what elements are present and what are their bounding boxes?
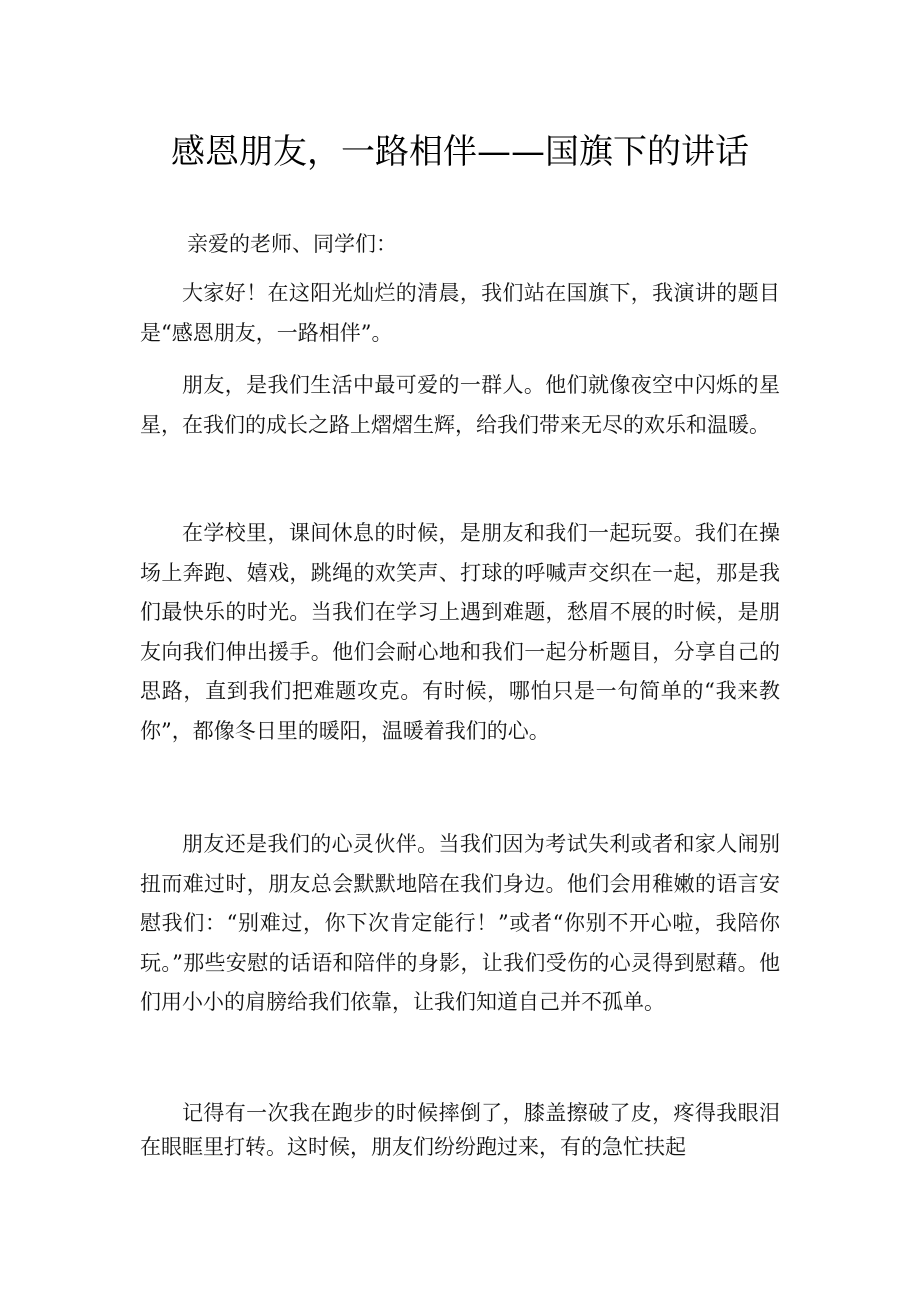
salutation: 亲爱的老师、同学们： <box>187 232 397 256</box>
paragraph-school-life: 在学校里，课间休息的时候，是朋友和我们一起玩耍。我们在操场上奔跑、嬉戏，跳绳的欢笑声、打球的呼喊声交织在一起，那是我们最快乐的时光。当我们在学习上遇到难题，愁眉不展的时候，是朋友向我们伸出援手。他们会耐心地和我们一起分析题目，分享自己的思路，直到我们把难题攻克。有时候，哪怕只是一句简单的“我来教你”，都像冬日里的暖阳，温暖着我们的心。 <box>140 521 780 743</box>
paragraph-memory: 记得有一次我在跑步的时候摔倒了，膝盖擦破了皮，疼得我眼泪在眼眶里打转。这时候，朋友们纷纷跑过来，有的急忙扶起 <box>140 1101 780 1159</box>
paragraph-friends-intro: 朋友，是我们生活中最可爱的一群人。他们就像夜空中闪烁的星星，在我们的成长之路上熠熠生辉，给我们带来无尽的欢乐和温暖。 <box>140 373 780 437</box>
document-title: 感恩朋友，一路相伴——国旗下的讲话 <box>171 132 749 172</box>
paragraph-greeting: 大家好！在这阳光灿烂的清晨，我们站在国旗下，我演讲的题目是“感恩朋友，一路相伴”。 <box>140 281 780 345</box>
paragraph-spiritual-partners: 朋友还是我们的心灵伙伴。当我们因为考试失利或者和家人闹别扭而难过时，朋友总会默默地陪在我们身边。他们会用稚嫩的语言安慰我们：“别难过，你下次肯定能行！”或者“你别不开心啦，我陪你玩。”那些安慰的话语和陪伴的身影，让我们受伤的心灵得到慰藉。他们用小小的肩膀给我们依靠，让我们知道自己并不孤单。 <box>140 832 780 1014</box>
